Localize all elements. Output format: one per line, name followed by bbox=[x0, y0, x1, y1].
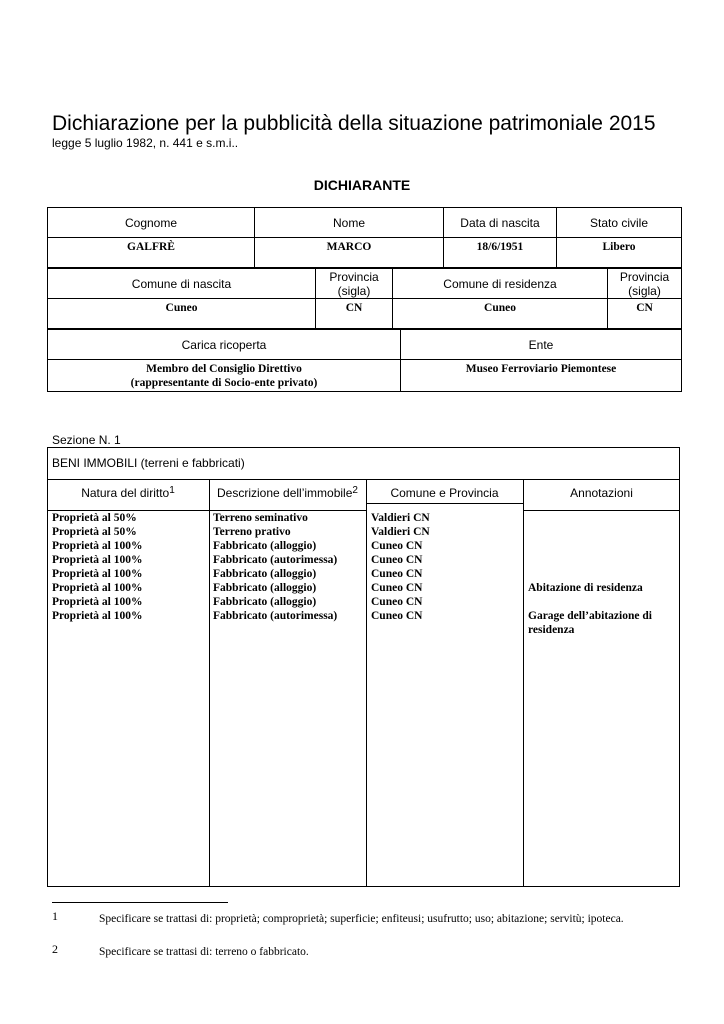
comune-provincia-column bbox=[371, 511, 430, 623]
divider bbox=[366, 479, 367, 887]
sezione-label: Sezione N. 1 bbox=[52, 433, 121, 447]
carica-value: Membro del Consiglio Direttivo (rappresentante di Socio-ente privato) bbox=[48, 360, 401, 392]
nome-value: MARCO bbox=[255, 238, 444, 268]
provincia-residenza-value: CN bbox=[608, 299, 682, 329]
annotazione-residenza: Abitazione di residenza bbox=[528, 582, 643, 594]
comune-provincia-header bbox=[366, 486, 523, 500]
list-item: Cuneo CN bbox=[371, 582, 423, 594]
list-item: Proprietà al 100% bbox=[52, 540, 143, 552]
list-item: Proprietà al 100% bbox=[52, 554, 143, 566]
divider bbox=[209, 479, 210, 887]
footnote-2-text: Specificare se trattasi di: terreno o fabbricato. bbox=[99, 946, 309, 958]
natura-diritto-label: Natura del diritto bbox=[81, 486, 170, 500]
data-nascita-label: Data di nascita bbox=[444, 208, 557, 238]
descrizione-immobile-label: Descrizione dell’immobile bbox=[217, 486, 353, 500]
list-item: Proprietà al 100% bbox=[52, 582, 143, 594]
divider bbox=[523, 479, 524, 887]
list-item: Cuneo CN bbox=[371, 568, 423, 580]
list-item: Proprietà al 100% bbox=[52, 568, 143, 580]
ente-label: Ente bbox=[401, 330, 682, 360]
list-item: Proprietà al 100% bbox=[52, 596, 143, 608]
list-item: Valdieri CN bbox=[371, 512, 430, 524]
list-item: Cuneo CN bbox=[371, 554, 423, 566]
list-item: Cuneo CN bbox=[371, 596, 423, 608]
footnote-divider bbox=[52, 902, 228, 903]
annotazione-garage: Garage dell’abitazione di residenza bbox=[528, 610, 652, 636]
dichiarante-heading: DICHIARANTE bbox=[313, 177, 411, 193]
carica-label: Carica ricoperta bbox=[48, 330, 401, 360]
comune-nascita-value: Cuneo bbox=[48, 299, 316, 329]
provincia-nascita-value: CN bbox=[316, 299, 393, 329]
list-item: Fabbricato (alloggio) bbox=[213, 596, 317, 608]
annotazioni-label: Annotazioni bbox=[570, 486, 633, 500]
footnote-1-text: Specificare se trattasi di: proprietà; comproprietà; superficie; enfiteusi; usufrutto; uso; abitazione; servitù; ipoteca. bbox=[99, 913, 624, 925]
list-item: Fabbricato (autorimessa) bbox=[213, 554, 338, 566]
list-item: Proprietà al 100% bbox=[52, 610, 143, 622]
divider bbox=[47, 479, 680, 480]
comune-residenza-value: Cuneo bbox=[393, 299, 608, 329]
cognome-label: Cognome bbox=[48, 208, 255, 238]
dichiarante-carica-table bbox=[47, 329, 682, 392]
comune-residenza-label: Comune di residenza bbox=[393, 269, 608, 299]
data-nascita-value: 18/6/1951 bbox=[444, 238, 557, 268]
natura-diritto-header bbox=[47, 486, 209, 500]
ente-value: Museo Ferroviario Piemontese bbox=[401, 360, 682, 392]
list-item: Fabbricato (autorimessa) bbox=[213, 610, 338, 622]
annotazioni-header bbox=[523, 486, 680, 500]
list-item: Cuneo CN bbox=[371, 540, 423, 552]
footnote-1-number: 1 bbox=[52, 909, 58, 923]
stato-civile-value: Libero bbox=[557, 238, 682, 268]
nome-label: Nome bbox=[255, 208, 444, 238]
list-item: Cuneo CN bbox=[371, 610, 423, 622]
list-item: Fabbricato (alloggio) bbox=[213, 540, 317, 552]
list-item: Fabbricato (alloggio) bbox=[213, 582, 317, 594]
footnote-ref-1: 1 bbox=[169, 485, 175, 496]
descrizione-immobile-column bbox=[213, 511, 337, 623]
footnote-ref-2: 2 bbox=[352, 485, 358, 496]
natura-diritto-column bbox=[52, 511, 143, 623]
list-item: Valdieri CN bbox=[371, 526, 430, 538]
document-title: Dichiarazione per la pubblicità della situazione patrimoniale 2015 bbox=[52, 112, 656, 135]
list-item: Terreno prativo bbox=[213, 526, 291, 538]
beni-immobili-title: BENI IMMOBILI (terreni e fabbricati) bbox=[52, 456, 245, 470]
list-item: Proprietà al 50% bbox=[52, 526, 137, 538]
provincia-residenza-label: Provincia (sigla) bbox=[608, 269, 682, 299]
divider bbox=[523, 510, 680, 511]
footnote-2-number: 2 bbox=[52, 942, 58, 956]
descrizione-immobile-header bbox=[209, 486, 366, 500]
dichiarante-comuni-table bbox=[47, 268, 682, 329]
stato-civile-label: Stato civile bbox=[557, 208, 682, 238]
list-item: Fabbricato (alloggio) bbox=[213, 568, 317, 580]
document-subtitle: legge 5 luglio 1982, n. 441 e s.m.i.. bbox=[52, 136, 239, 150]
dichiarante-anagrafica-table bbox=[47, 207, 682, 268]
divider bbox=[366, 503, 523, 504]
comune-provincia-label: Comune e Provincia bbox=[390, 486, 499, 500]
list-item: Proprietà al 50% bbox=[52, 512, 137, 524]
comune-nascita-label: Comune di nascita bbox=[48, 269, 316, 299]
list-item: Terreno seminativo bbox=[213, 512, 308, 524]
cognome-value: GALFRÈ bbox=[48, 238, 255, 268]
provincia-nascita-label: Provincia (sigla) bbox=[316, 269, 393, 299]
